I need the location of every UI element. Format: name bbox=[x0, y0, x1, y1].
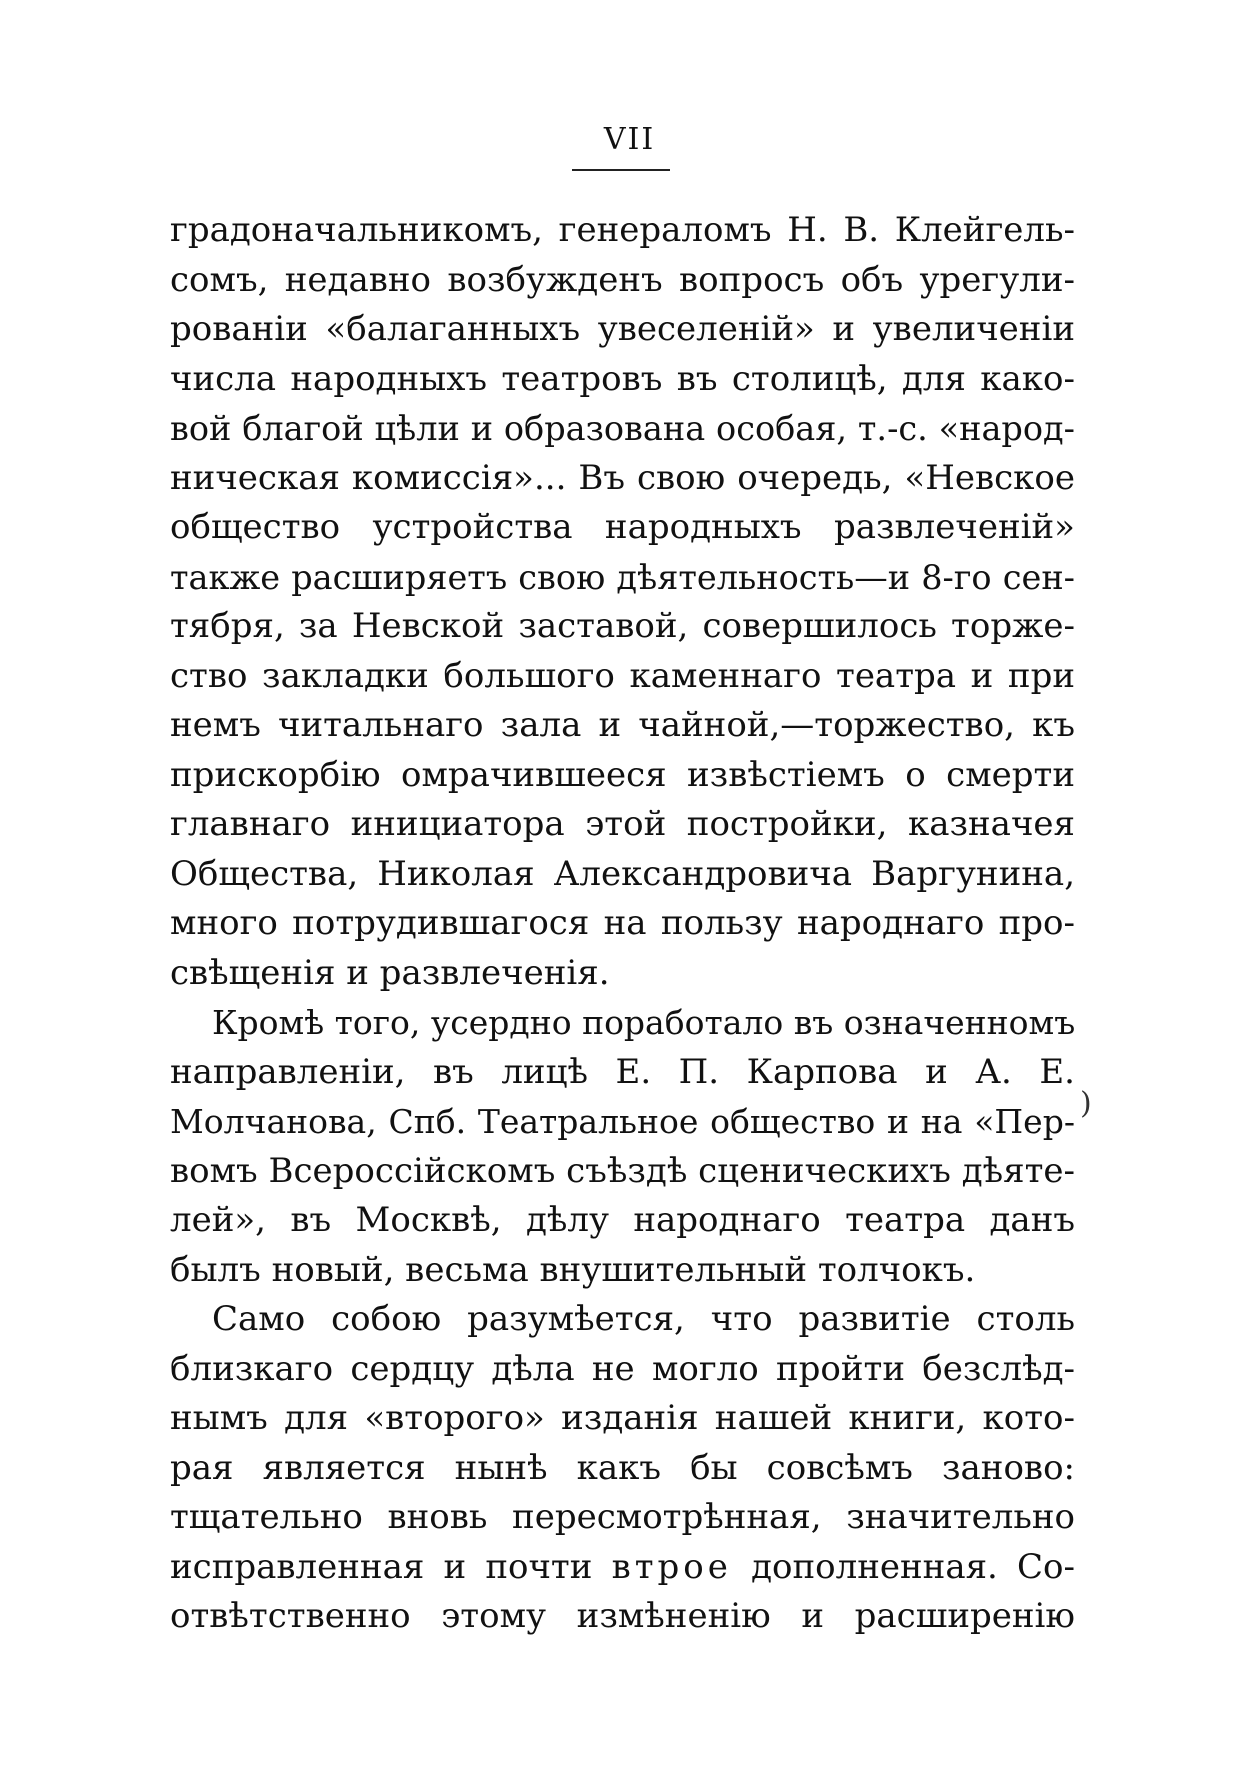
text-line: Кромѣ того, усердно поработало въ означенномъ bbox=[212, 1003, 1076, 1042]
body-text bbox=[170, 206, 1075, 1642]
text-line: немъ читальнаго зала и чайной,—торжество, къ bbox=[170, 705, 1075, 745]
text-line bbox=[170, 1543, 1075, 1593]
text-line: рованіи «балаганныхъ увеселеній» и увеличеніи bbox=[170, 309, 1075, 349]
emphasized-word: втрое bbox=[611, 1546, 732, 1587]
text-line: Само собою разумѣется, что развитіе столь bbox=[212, 1299, 1075, 1339]
text-line: свѣщенія и развлеченія. bbox=[170, 952, 610, 993]
text-line: Общества, Николая Александровича Варгунина, bbox=[170, 853, 1075, 894]
paragraph-1 bbox=[170, 206, 1075, 998]
text-fragment: исправленная и почти bbox=[170, 1546, 612, 1587]
text-line: много потрудившагося на пользу народнаго про- bbox=[170, 903, 1075, 943]
text-line: главнаго инициатора этой постройки, казначея bbox=[170, 804, 1075, 844]
text-line: градоначальникомъ, генераломъ Н. В. Клейгель- bbox=[170, 210, 1075, 250]
text-line: лей», въ Москвѣ, дѣлу народнаго театра данъ bbox=[170, 1200, 1075, 1240]
text-fragment: дополненная. Со- bbox=[731, 1546, 1076, 1587]
paragraph-2 bbox=[170, 998, 1075, 1295]
text-line: нымъ для «второго» изданія нашей книги, кото- bbox=[170, 1398, 1075, 1438]
text-line: общество устройства народныхъ развлеченій» bbox=[170, 507, 1075, 547]
text-line: близкаго сердцу дѣла не могло пройти безслѣд- bbox=[170, 1348, 1075, 1389]
text-line: былъ новый, весьма внушительный толчокъ. bbox=[170, 1249, 976, 1290]
text-line: тября, за Невской заставой, совершилось торже- bbox=[170, 606, 1075, 646]
text-line: направленіи, въ лицѣ Е. П. Карпова и А. Е. bbox=[170, 1051, 1075, 1092]
text-line: сомъ, недавно возбужденъ вопросъ объ урегули- bbox=[170, 259, 1075, 300]
text-line: числа народныхъ театровъ въ столицѣ, для како- bbox=[170, 358, 1075, 399]
text-line: прискорбію омрачившееся извѣстіемъ о смерти bbox=[170, 754, 1075, 795]
text-line: вой благой цѣли и образована особая, т.-с. «народ- bbox=[170, 409, 1075, 448]
margin-pencil-mark: ) bbox=[1080, 1086, 1092, 1121]
text-line: ническая комиссія»... Въ свою очередь, «Невское bbox=[170, 457, 1075, 498]
text-line: отвѣтственно этому измѣненію и расширенію bbox=[170, 1596, 1075, 1636]
text-line: рая является нынѣ какъ бы совсѣмъ заново: bbox=[170, 1447, 1075, 1488]
header-rule bbox=[572, 169, 670, 171]
text-line: вомъ Всероссійскомъ съѣздѣ сценическихъ дѣяте- bbox=[170, 1150, 1075, 1191]
text-line: тщательно вновь пересмотрѣнная, значительно bbox=[170, 1497, 1075, 1537]
text-line: Молчанова, Спб. Театральное общество и на «Пер- bbox=[170, 1102, 1075, 1141]
page-number: VII bbox=[603, 122, 656, 157]
text-line: также расширяетъ свою дѣятельность—и 8-го сен- bbox=[170, 557, 1075, 597]
paragraph-3 bbox=[170, 1295, 1075, 1642]
text-line: ство закладки большого каменнаго театра и при bbox=[170, 655, 1075, 696]
